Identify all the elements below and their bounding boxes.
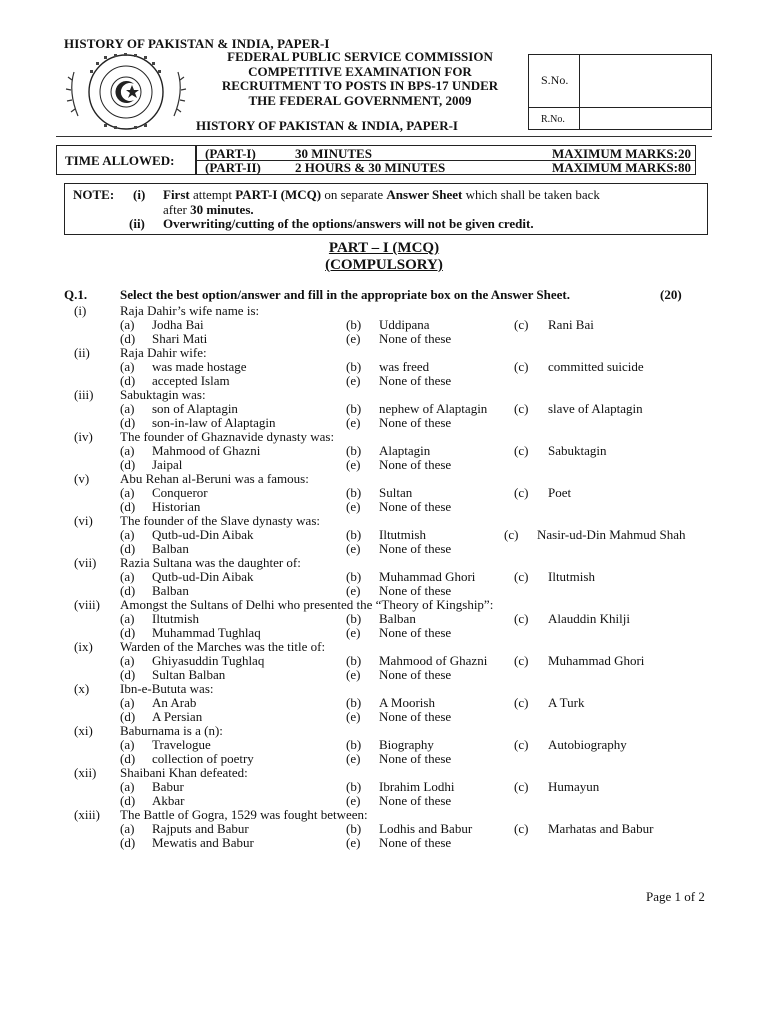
- option-d-text: Sultan Balban: [152, 667, 226, 682]
- option-a-letter: (a): [120, 401, 135, 416]
- option-a-letter: (a): [120, 779, 135, 794]
- option-a-text: Travelogue: [152, 737, 211, 752]
- option-b-letter: (b): [346, 527, 362, 542]
- question-stem: Sabuktagin was:: [120, 387, 206, 402]
- option-d-text: Mewatis and Babur: [152, 835, 254, 850]
- header-line-4: THE FEDERAL GOVERNMENT, 2009: [248, 92, 472, 108]
- option-a-text: Conqueror: [152, 485, 208, 500]
- question-number: (v): [74, 471, 90, 486]
- question-stem-row: [0, 808, 768, 822]
- options-row-abc: [0, 780, 768, 794]
- option-e-text: None of these: [379, 373, 452, 388]
- option-b-letter: (b): [346, 779, 362, 794]
- question-stem-row: [0, 388, 768, 402]
- option-b-letter: (b): [346, 485, 362, 500]
- header-line-2: COMPETITIVE EXAMINATION FOR: [248, 63, 472, 79]
- option-d-letter: (d): [120, 835, 136, 850]
- question-stem: Shaibani Khan defeated:: [120, 765, 248, 780]
- option-a-letter: (a): [120, 527, 135, 542]
- option-b-letter: (b): [346, 569, 362, 584]
- option-a-text: Mahmood of Ghazni: [152, 443, 261, 458]
- option-c-letter: (c): [514, 569, 529, 584]
- option-c-letter: (c): [514, 695, 529, 710]
- question-number: (ix): [74, 639, 93, 654]
- question-number: (x): [74, 681, 90, 696]
- note-label: NOTE:: [73, 187, 115, 202]
- option-a-text: Iltutmish: [152, 611, 199, 626]
- options-row-de: [0, 542, 768, 556]
- option-b-letter: (b): [346, 737, 362, 752]
- option-c-text: slave of Alaptagin: [548, 401, 643, 416]
- options-row-abc: [0, 318, 768, 332]
- document-top-title: HISTORY OF PAKISTAN & INDIA, PAPER-I: [64, 36, 330, 51]
- option-c-letter: (c): [514, 401, 529, 416]
- commission-header: [190, 50, 530, 108]
- option-c-text: Rani Bai: [548, 317, 594, 332]
- option-c-text: Iltutmish: [548, 569, 595, 584]
- option-b-letter: (b): [346, 695, 362, 710]
- option-a-text: Qutb-ud-Din Aibak: [152, 569, 254, 584]
- parts-timing-box: [196, 145, 696, 175]
- option-b-text: Biography: [379, 737, 434, 752]
- option-a-text: was made hostage: [152, 359, 247, 374]
- option-b-text: Alaptagin: [379, 443, 431, 458]
- option-e-text: None of these: [379, 835, 452, 850]
- header-line-1: FEDERAL PUBLIC SERVICE COMMISSION: [227, 49, 493, 64]
- question-stem-row: [0, 598, 768, 612]
- option-c-text: Autobiography: [548, 737, 627, 752]
- option-e-text: None of these: [379, 709, 452, 724]
- mcq-question-list: [0, 304, 768, 850]
- option-a-letter: (a): [120, 443, 135, 458]
- option-a-text: Jodha Bai: [152, 317, 204, 332]
- question-number: (iii): [74, 387, 94, 402]
- option-a-letter: (a): [120, 821, 135, 836]
- option-d-letter: (d): [120, 625, 136, 640]
- option-a-letter: (a): [120, 653, 135, 668]
- option-e-text: None of these: [379, 331, 452, 346]
- serial-number-box: [528, 54, 712, 130]
- question-stem: The Battle of Gogra, 1529 was fought between:: [120, 807, 368, 822]
- question-stem-row: [0, 472, 768, 486]
- options-row-de: [0, 836, 768, 850]
- note-line-1: [73, 187, 146, 203]
- question-number: (vii): [74, 555, 97, 570]
- note-ii-text: Overwriting/cutting of the options/answers will not be given credit.: [163, 216, 534, 231]
- question-stem: Baburnama is a (n):: [120, 723, 223, 738]
- option-a-letter: (a): [120, 485, 135, 500]
- question-stem: The founder of Ghaznavide dynasty was:: [120, 429, 335, 444]
- option-d-text: collection of poetry: [152, 751, 254, 766]
- option-c-text: Marhatas and Babur: [548, 821, 654, 836]
- options-row-abc: [0, 822, 768, 836]
- option-d-text: A Persian: [152, 709, 203, 724]
- option-d-letter: (d): [120, 793, 136, 808]
- option-a-letter: (a): [120, 611, 135, 626]
- option-d-letter: (d): [120, 373, 136, 388]
- option-e-letter: (e): [346, 373, 361, 388]
- option-e-letter: (e): [346, 625, 361, 640]
- option-e-text: None of these: [379, 793, 452, 808]
- option-e-text: None of these: [379, 457, 452, 472]
- option-a-letter: (a): [120, 317, 135, 332]
- options-row-abc: [0, 696, 768, 710]
- part-title-sub: (COMPULSORY): [325, 257, 443, 273]
- options-row-abc: [0, 528, 768, 542]
- rno-label: R.No.: [541, 114, 565, 125]
- option-c-letter: (c): [514, 779, 529, 794]
- question-stem: Abu Rehan al-Beruni was a famous:: [120, 471, 309, 486]
- option-e-letter: (e): [346, 499, 361, 514]
- note-i-text-cont: after 30 minutes.: [163, 202, 254, 217]
- option-b-text: A Moorish: [379, 695, 435, 710]
- option-b-text: Mahmood of Ghazni: [379, 653, 488, 668]
- option-d-text: Balban: [152, 541, 189, 556]
- option-e-letter: (e): [346, 331, 361, 346]
- option-b-text: Balban: [379, 611, 416, 626]
- question-stem-row: [0, 640, 768, 654]
- paper-subtitle: HISTORY OF PAKISTAN & INDIA, PAPER-I: [196, 118, 458, 133]
- option-c-text: Humayun: [548, 779, 600, 794]
- option-c-letter: (c): [514, 359, 529, 374]
- header-line-3: RECRUITMENT TO POSTS IN BPS-17 UNDER: [221, 78, 499, 93]
- option-b-text: Uddipana: [379, 317, 430, 332]
- q1-marks: (20): [660, 287, 682, 302]
- option-c-text: A Turk: [548, 695, 585, 710]
- question-stem: Ibn-e-Bututa was:: [120, 681, 214, 696]
- question-stem-row: [0, 766, 768, 780]
- options-row-abc: [0, 360, 768, 374]
- question-number: (xiii): [74, 807, 100, 822]
- option-c-letter: (c): [514, 317, 529, 332]
- question-number: (viii): [74, 597, 100, 612]
- option-d-letter: (d): [120, 499, 136, 514]
- option-b-text: Muhammad Ghori: [379, 569, 476, 584]
- note-box: [64, 183, 708, 235]
- option-e-text: None of these: [379, 751, 452, 766]
- option-a-text: An Arab: [152, 695, 197, 710]
- q1-number: Q.1.: [64, 287, 88, 302]
- option-b-text: Sultan: [379, 485, 413, 500]
- option-d-text: accepted Islam: [152, 373, 230, 388]
- option-d-text: son-in-law of Alaptagin: [152, 415, 276, 430]
- option-e-letter: (e): [346, 541, 361, 556]
- question-number: (xi): [74, 723, 93, 738]
- options-row-abc: [0, 738, 768, 752]
- option-e-letter: (e): [346, 709, 361, 724]
- option-c-text: committed suicide: [548, 359, 644, 374]
- option-d-letter: (d): [120, 415, 136, 430]
- part-1-duration: 30 MINUTES: [295, 146, 372, 161]
- option-d-text: Muhammad Tughlaq: [152, 625, 261, 640]
- option-c-text: Alauddin Khilji: [548, 611, 630, 626]
- option-d-text: Akbar: [152, 793, 185, 808]
- option-d-letter: (d): [120, 331, 136, 346]
- option-e-letter: (e): [346, 667, 361, 682]
- option-b-text: was freed: [379, 359, 430, 374]
- option-d-text: Balban: [152, 583, 189, 598]
- option-d-letter: (d): [120, 667, 136, 682]
- question-stem: Raja Dahir wife:: [120, 345, 207, 360]
- question-stem: Amongst the Sultans of Delhi who presented the “Theory of Kingship”:: [120, 597, 494, 612]
- question-number: (vi): [74, 513, 93, 528]
- question-stem-row: [0, 430, 768, 444]
- option-b-letter: (b): [346, 821, 362, 836]
- options-row-de: [0, 794, 768, 808]
- option-c-text: Nasir-ud-Din Mahmud Shah: [537, 527, 686, 542]
- part-2-label: (PART-II): [205, 160, 261, 175]
- option-a-text: Ghiyasuddin Tughlaq: [152, 653, 265, 668]
- question-stem-row: [0, 346, 768, 360]
- part-2-marks: MAXIMUM MARKS:80: [551, 160, 691, 175]
- q1-instruction: Select the best option/answer and fill in the appropriate box on the Answer Sheet.: [120, 287, 570, 302]
- options-row-de: [0, 626, 768, 640]
- sno-vertical-divider: [579, 55, 580, 129]
- option-c-letter: (c): [514, 485, 529, 500]
- note-i-text: First attempt PART-I (MCQ) on separate Answer Sheet which shall be taken back: [163, 187, 600, 202]
- option-e-letter: (e): [346, 415, 361, 430]
- option-d-letter: (d): [120, 457, 136, 472]
- option-a-letter: (a): [120, 359, 135, 374]
- option-d-letter: (d): [120, 541, 136, 556]
- question-number: (xii): [74, 765, 97, 780]
- option-b-text: nephew of Alaptagin: [379, 401, 488, 416]
- option-a-text: Rajputs and Babur: [152, 821, 249, 836]
- option-e-text: None of these: [379, 583, 452, 598]
- options-row-abc: [0, 612, 768, 626]
- question-number: (iv): [74, 429, 93, 444]
- option-c-letter: (c): [514, 653, 529, 668]
- option-a-letter: (a): [120, 695, 135, 710]
- option-b-letter: (b): [346, 443, 362, 458]
- fpsc-seal-logo: [64, 52, 188, 132]
- option-e-text: None of these: [379, 541, 452, 556]
- options-row-de: [0, 710, 768, 724]
- option-b-letter: (b): [346, 653, 362, 668]
- question-stem: Raja Dahir’s wife name is:: [120, 303, 260, 318]
- sno-horizontal-divider: [529, 107, 711, 108]
- part-title: [0, 240, 768, 274]
- option-e-text: None of these: [379, 625, 452, 640]
- option-e-letter: (e): [346, 751, 361, 766]
- option-a-text: Babur: [152, 779, 184, 794]
- option-a-letter: (a): [120, 737, 135, 752]
- option-e-letter: (e): [346, 793, 361, 808]
- option-c-letter: (c): [504, 527, 519, 542]
- options-row-de: [0, 458, 768, 472]
- option-d-text: Shari Mati: [152, 331, 208, 346]
- header-rule: [56, 136, 712, 137]
- options-row-abc: [0, 486, 768, 500]
- option-b-letter: (b): [346, 611, 362, 626]
- options-row-abc: [0, 654, 768, 668]
- option-d-letter: (d): [120, 709, 136, 724]
- question-stem-row: [0, 682, 768, 696]
- option-c-letter: (c): [514, 821, 529, 836]
- option-e-text: None of these: [379, 499, 452, 514]
- part-1-label: (PART-I): [205, 146, 256, 161]
- note-i-number: (i): [133, 187, 146, 202]
- option-b-letter: (b): [346, 359, 362, 374]
- question-stem: The founder of the Slave dynasty was:: [120, 513, 321, 528]
- option-e-text: None of these: [379, 667, 452, 682]
- options-row-abc: [0, 570, 768, 584]
- option-d-letter: (d): [120, 583, 136, 598]
- option-c-letter: (c): [514, 611, 529, 626]
- option-e-letter: (e): [346, 835, 361, 850]
- question-number: (i): [74, 303, 87, 318]
- question-stem-row: [0, 724, 768, 738]
- option-b-text: Iltutmish: [379, 527, 426, 542]
- question-stem-row: [0, 514, 768, 528]
- options-row-de: [0, 500, 768, 514]
- question-number: (ii): [74, 345, 90, 360]
- option-e-letter: (e): [346, 583, 361, 598]
- option-b-text: Lodhis and Babur: [379, 821, 473, 836]
- option-a-letter: (a): [120, 569, 135, 584]
- question-stem-row: [0, 304, 768, 318]
- part-2-duration: 2 HOURS & 30 MINUTES: [295, 160, 446, 175]
- options-row-abc: [0, 444, 768, 458]
- option-c-text: Poet: [548, 485, 572, 500]
- option-d-letter: (d): [120, 751, 136, 766]
- option-c-letter: (c): [514, 443, 529, 458]
- option-d-text: Historian: [152, 499, 201, 514]
- time-allowed-label: TIME ALLOWED:: [65, 153, 175, 168]
- option-b-letter: (b): [346, 317, 362, 332]
- question-stem: Warden of the Marches was the title of:: [120, 639, 326, 654]
- part-title-main: PART – I (MCQ): [328, 240, 440, 256]
- option-d-text: Jaipal: [152, 457, 183, 472]
- note-ii-number: (ii): [129, 216, 145, 231]
- option-e-text: None of these: [379, 415, 452, 430]
- options-row-de: [0, 332, 768, 346]
- option-c-text: Muhammad Ghori: [548, 653, 645, 668]
- option-c-text: Sabuktagin: [548, 443, 607, 458]
- sno-label: S.No.: [541, 73, 569, 87]
- options-row-de: [0, 668, 768, 682]
- page-number: Page 1 of 2: [646, 889, 705, 904]
- options-row-de: [0, 584, 768, 598]
- options-row-de: [0, 416, 768, 430]
- question-stem: Razia Sultana was the daughter of:: [120, 555, 301, 570]
- question-stem-row: [0, 556, 768, 570]
- options-row-abc: [0, 402, 768, 416]
- option-b-letter: (b): [346, 401, 362, 416]
- time-allowed-box: [56, 145, 196, 175]
- part-1-marks: MAXIMUM MARKS:20: [551, 146, 691, 161]
- options-row-de: [0, 374, 768, 388]
- option-a-text: son of Alaptagin: [152, 401, 238, 416]
- option-a-text: Qutb-ud-Din Aibak: [152, 527, 254, 542]
- option-c-letter: (c): [514, 737, 529, 752]
- option-e-letter: (e): [346, 457, 361, 472]
- option-b-text: Ibrahim Lodhi: [379, 779, 455, 794]
- options-row-de: [0, 752, 768, 766]
